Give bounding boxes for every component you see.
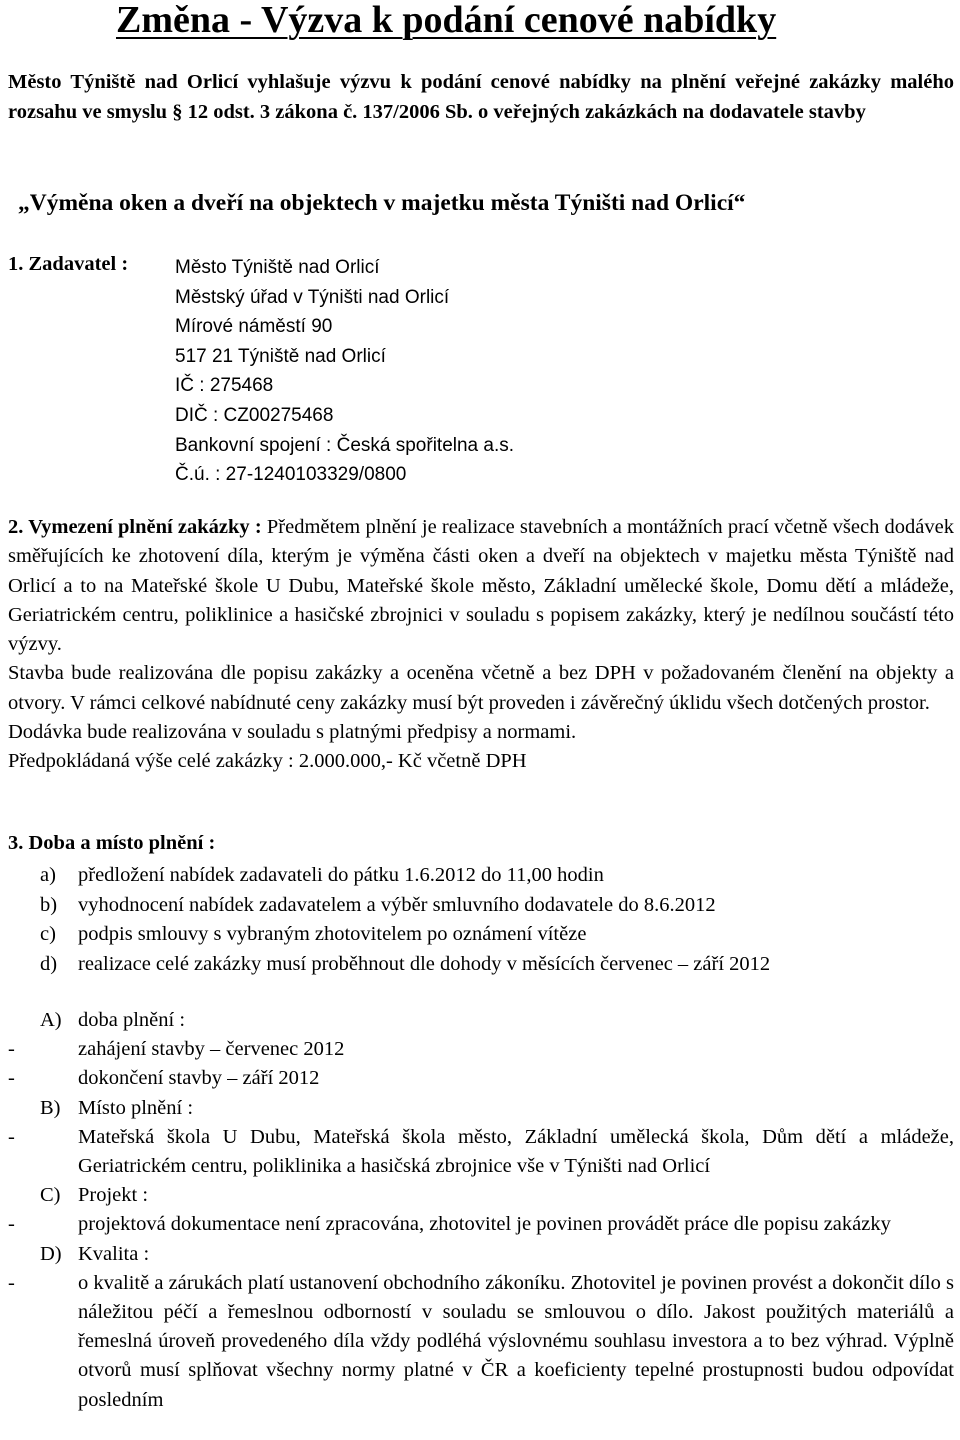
authority-line: Město Týniště nad Orlicí [175, 257, 380, 278]
authority-line: 517 21 Týniště nad Orlicí [175, 345, 386, 367]
section-2-paragraph-1 [8, 513, 954, 659]
subsection-a-heading: A) doba plnění : [40, 1009, 186, 1031]
schedule-item: c) podpis smlouvy s vybraným zhotovitelem po oznámení vítěze [40, 923, 587, 946]
dash-item: - projektová dokumentace není zpracována, zhotovitel je povinen provádět práce dle popisu zakázky [8, 1213, 891, 1236]
contract-name: „Výměna oken a dveří na objektech v majetku města Týništi nad Orlicí“ [18, 190, 746, 216]
authority-line: Mírové náměstí 90 [175, 316, 333, 338]
dash-item: - o kvalitě a zárukách platí ustanovení obchodního zákoníku. Zhotovitel je povinen provést a dokončit dílo s náležitou péčí a řemeslnou odborností v souladu se smlouvou o dílo. Jakost použitých materiálů a řemeslná úroveň provedeného díla vždy podléhá výslovnému souhlasu investora a to bez výhrad. Výplně otvorů musí splňovat všechny normy platné v ČR a koeficienty tepelné prostupnosti budou odpovídat posledním [8, 1271, 954, 1411]
section-2 [8, 513, 954, 777]
section-2-paragraph-2: Stavba bude realizována dle popisu zakázky a oceněna včetně a bez DPH v požadovaném členění na objekty a otvory. V rámci celkové nabídnuté ceny zakázky musí být proveden i závěrečný úklidu všech dotčených prostor. [8, 662, 954, 714]
authority-line: Městský úřad v Týništi nad Orlicí [175, 286, 450, 308]
section-1-heading: 1. Zadavatel : [8, 253, 129, 275]
dash-item: - dokončení stavby – září 2012 [8, 1067, 320, 1090]
intro-paragraph: Město Týniště nad Orlicí vyhlašuje výzvu k podání cenové nabídky na plnění veřejné zakázky malého rozsahu ve smyslu § 12 odst. 3 zákona č. 137/2006 Sb. o veřejných zakázkách na dodavatele stavby [8, 71, 954, 123]
page-title: Změna - Výzva k podání cenové nabídky [116, 0, 777, 41]
section-2-paragraph-3: Dodávka bude realizována v souladu s platnými předpisy a normami. [8, 721, 577, 744]
section-2-heading: 2. Vymezení plnění zakázky : [8, 516, 262, 538]
authority-line: IČ : 275468 [175, 375, 274, 397]
section-3-heading: 3. Doba a místo plnění : [8, 832, 216, 854]
authority-line: Bankovní spojení : Česká spořitelna a.s. [175, 434, 515, 456]
subsection-c-heading: C) Projekt : [40, 1184, 149, 1207]
subsection-d-heading: D) Kvalita : [40, 1242, 150, 1265]
subsections [8, 1006, 954, 1415]
contracting-authority-details [175, 253, 514, 490]
authority-line: Č.ú. : 27-1240103329/0800 [175, 464, 407, 486]
schedule-list [40, 861, 770, 979]
schedule-item: b) vyhodnocení nabídek zadavatelem a výběr smluvního dodavatele do 8.6.2012 [40, 893, 716, 916]
dash-item: - Mateřská škola U Dubu, Mateřská škola město, Základní umělecká škola, Dům dětí a mládeže, Geriatrickém centru, poliklinika a hasičská zbrojnice vše v Týništi nad Orlicí [8, 1125, 954, 1178]
subsection-b-heading: B) Místo plnění : [40, 1096, 194, 1119]
estimated-price: Předpokládaná výše celé zakázky : 2.000.000,- Kč včetně DPH [8, 750, 527, 773]
authority-line: DIČ : CZ00275468 [175, 404, 334, 426]
schedule-item: a) předložení nabídek zadavateli do pátku 1.6.2012 do 11,00 hodin [40, 864, 604, 886]
dash-item: - zahájení stavby – červenec 2012 [8, 1038, 345, 1061]
schedule-item: d) realizace celé zakázky musí proběhnout dle dohody v měsících červenec – září 2012 [40, 952, 771, 975]
section-2-text: Předmětem plnění je realizace stavebních a montážních prací včetně všech dodávek směřujících ke zhotovení díla, kterým je výměna části oken a dveří na objektech v majetku města Týniště nad Orlicí a to na Mateřské škole U Dubu, Mateřské škole město, Základní umělecké škole, Domu dětí a mládeže, Geriatrickém centru, poliklinice a hasičské zbrojnici v souladu s popisem zakázky, který je nedílnou součástí této výzvy. [8, 516, 954, 656]
